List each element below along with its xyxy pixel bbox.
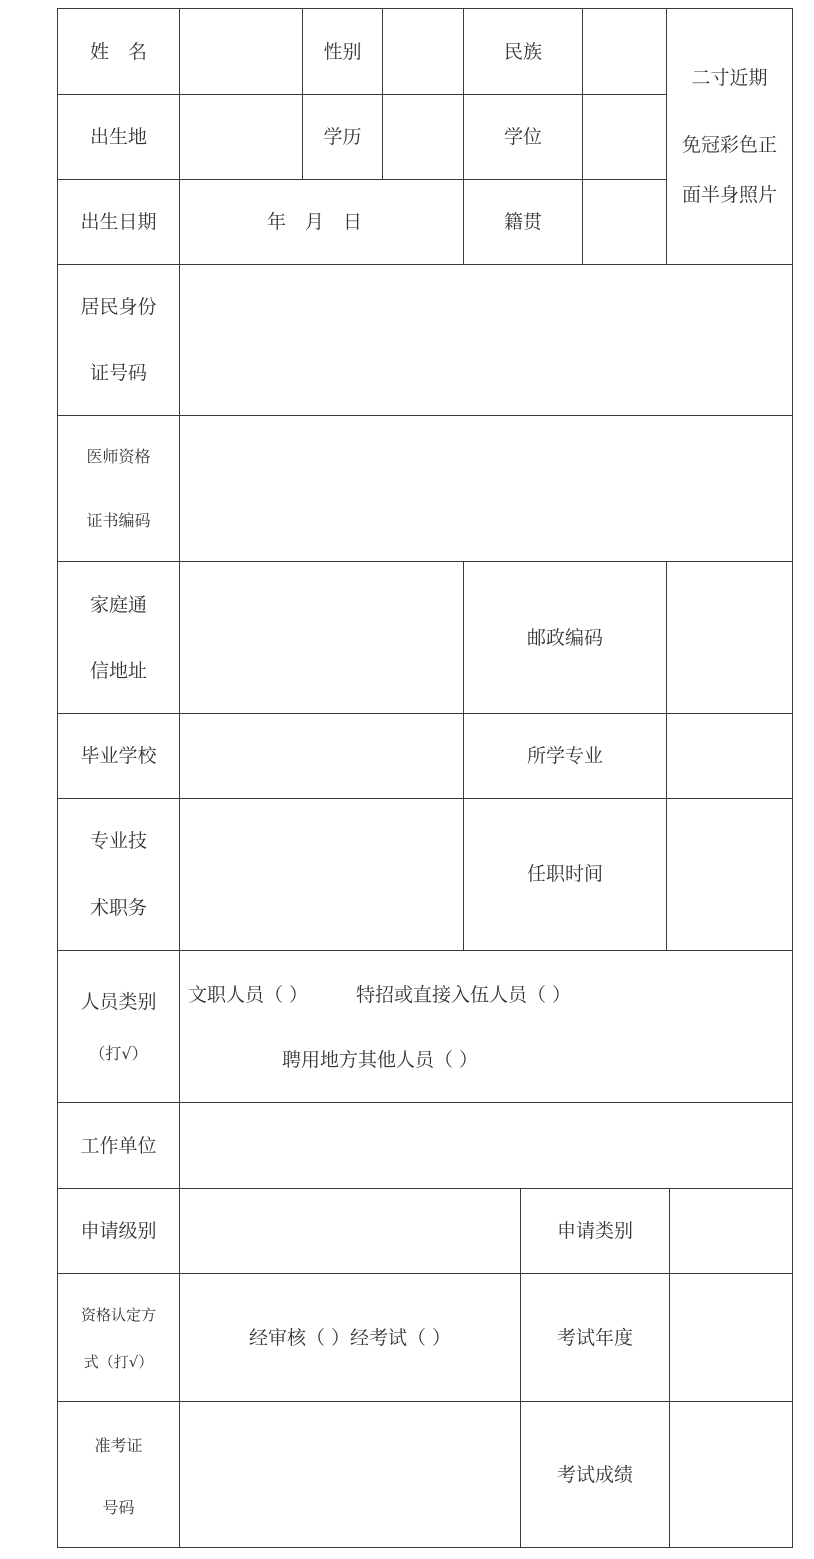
appointment-time-label-cell bbox=[463, 798, 667, 951]
native-place-label: 籍贯 bbox=[503, 211, 542, 233]
birthplace-label: 出生地 bbox=[89, 126, 147, 148]
school-label: 毕业学校 bbox=[80, 745, 157, 767]
professional-title-label-line2: 术职务 bbox=[89, 897, 147, 919]
birthplace-input-cell[interactable] bbox=[179, 94, 303, 180]
address-label-cell bbox=[57, 561, 180, 714]
professional-title-input-cell[interactable] bbox=[179, 798, 464, 951]
degree-label: 学位 bbox=[503, 126, 542, 148]
postal-code-label-cell bbox=[463, 561, 667, 714]
education-label-cell bbox=[302, 94, 383, 180]
photo-label-line1: 二寸近期 bbox=[691, 67, 768, 89]
address-label-line1: 家庭通 bbox=[89, 594, 147, 616]
native-place-label-cell bbox=[463, 179, 583, 265]
qualification-method-label-line2: 式（打√） bbox=[83, 1353, 154, 1371]
postal-code-label: 邮政编码 bbox=[526, 627, 603, 649]
school-input-cell[interactable] bbox=[179, 713, 464, 799]
degree-input-cell[interactable] bbox=[582, 94, 667, 180]
photo-label-line2: 免冠彩色正 bbox=[681, 134, 777, 156]
personnel-category-label-cell bbox=[57, 950, 180, 1103]
degree-label-cell bbox=[463, 94, 583, 180]
exam-year-label: 考试年度 bbox=[556, 1327, 633, 1349]
apply-type-label-cell bbox=[520, 1188, 670, 1274]
apply-level-label: 申请级别 bbox=[80, 1220, 157, 1242]
gender-label-cell bbox=[302, 8, 383, 95]
admission-ticket-input-cell[interactable] bbox=[179, 1401, 521, 1548]
professional-title-label-line1: 专业技 bbox=[89, 830, 147, 852]
school-label-cell bbox=[57, 713, 180, 799]
ethnicity-label: 民族 bbox=[503, 41, 542, 63]
birth-date-label-cell bbox=[57, 179, 180, 265]
certificate-number-input-cell[interactable] bbox=[179, 415, 793, 562]
gender-label: 性别 bbox=[323, 41, 362, 63]
certificate-number-label-line1: 医师资格 bbox=[86, 447, 151, 466]
employer-label-cell bbox=[57, 1102, 180, 1189]
certificate-number-label-cell bbox=[57, 415, 180, 562]
exam-year-label-cell bbox=[520, 1273, 670, 1402]
major-label-cell bbox=[463, 713, 667, 799]
employer-input-cell[interactable] bbox=[179, 1102, 793, 1189]
apply-level-label-cell bbox=[57, 1188, 180, 1274]
id-number-input-cell[interactable] bbox=[179, 264, 793, 416]
id-number-label-line2: 证号码 bbox=[89, 362, 147, 384]
gender-input-cell[interactable] bbox=[382, 8, 464, 95]
birth-date-label: 出生日期 bbox=[80, 211, 157, 233]
id-number-label-cell bbox=[57, 264, 180, 416]
education-input-cell[interactable] bbox=[382, 94, 464, 180]
personnel-category-label-line1: 人员类别 bbox=[80, 991, 157, 1013]
qualification-method-label-line1: 资格认定方 bbox=[80, 1306, 156, 1324]
major-input-cell[interactable] bbox=[666, 713, 793, 799]
name-label: 姓 名 bbox=[89, 41, 147, 63]
photo-cell[interactable] bbox=[666, 8, 793, 265]
id-number-label-line1: 居民身份 bbox=[80, 296, 157, 318]
option-hired-local-staff[interactable]: 聘用地方其他人员（ ） bbox=[282, 1049, 479, 1071]
exam-year-input-cell[interactable] bbox=[669, 1273, 793, 1402]
address-input-cell[interactable] bbox=[179, 561, 464, 714]
exam-score-label: 考试成绩 bbox=[556, 1464, 633, 1486]
education-label: 学历 bbox=[323, 126, 362, 148]
apply-level-input-cell[interactable] bbox=[179, 1188, 521, 1274]
personnel-category-options-cell bbox=[179, 950, 793, 1103]
exam-score-label-cell bbox=[520, 1401, 670, 1548]
appointment-time-label: 任职时间 bbox=[526, 863, 603, 885]
postal-code-input-cell[interactable] bbox=[666, 561, 793, 714]
option-special-recruit[interactable]: 特招或直接入伍人员（ ） bbox=[356, 984, 572, 1006]
qualification-method-options: 经审核（ ）经考试（ ） bbox=[248, 1327, 452, 1349]
apply-type-label: 申请类别 bbox=[556, 1220, 633, 1242]
appointment-time-input-cell[interactable] bbox=[666, 798, 793, 951]
admission-ticket-label-line2: 号码 bbox=[102, 1498, 135, 1517]
address-label-line2: 信地址 bbox=[89, 660, 147, 682]
native-place-input-cell[interactable] bbox=[582, 179, 667, 265]
birthplace-label-cell bbox=[57, 94, 180, 180]
apply-type-input-cell[interactable] bbox=[669, 1188, 793, 1274]
professional-title-label-cell bbox=[57, 798, 180, 951]
name-label-cell bbox=[57, 8, 180, 95]
birth-date-input-cell[interactable] bbox=[179, 179, 464, 265]
major-label: 所学专业 bbox=[526, 745, 603, 767]
admission-ticket-label-line1: 准考证 bbox=[94, 1436, 143, 1455]
name-input-cell[interactable] bbox=[179, 8, 303, 95]
option-civilian-staff[interactable]: 文职人员（ ） bbox=[188, 984, 309, 1006]
ethnicity-input-cell[interactable] bbox=[582, 8, 667, 95]
exam-score-input-cell[interactable] bbox=[669, 1401, 793, 1548]
certificate-number-label-line2: 证书编码 bbox=[86, 511, 151, 530]
admission-ticket-label-cell bbox=[57, 1401, 180, 1548]
personnel-category-label-line2: （打√） bbox=[89, 1044, 148, 1063]
ethnicity-label-cell bbox=[463, 8, 583, 95]
employer-label: 工作单位 bbox=[80, 1135, 157, 1157]
qualification-method-options-cell[interactable] bbox=[179, 1273, 521, 1402]
photo-label-line3: 面半身照片 bbox=[681, 184, 777, 206]
birth-date-value: 年 月 日 bbox=[266, 211, 362, 233]
qualification-method-label-cell bbox=[57, 1273, 180, 1402]
